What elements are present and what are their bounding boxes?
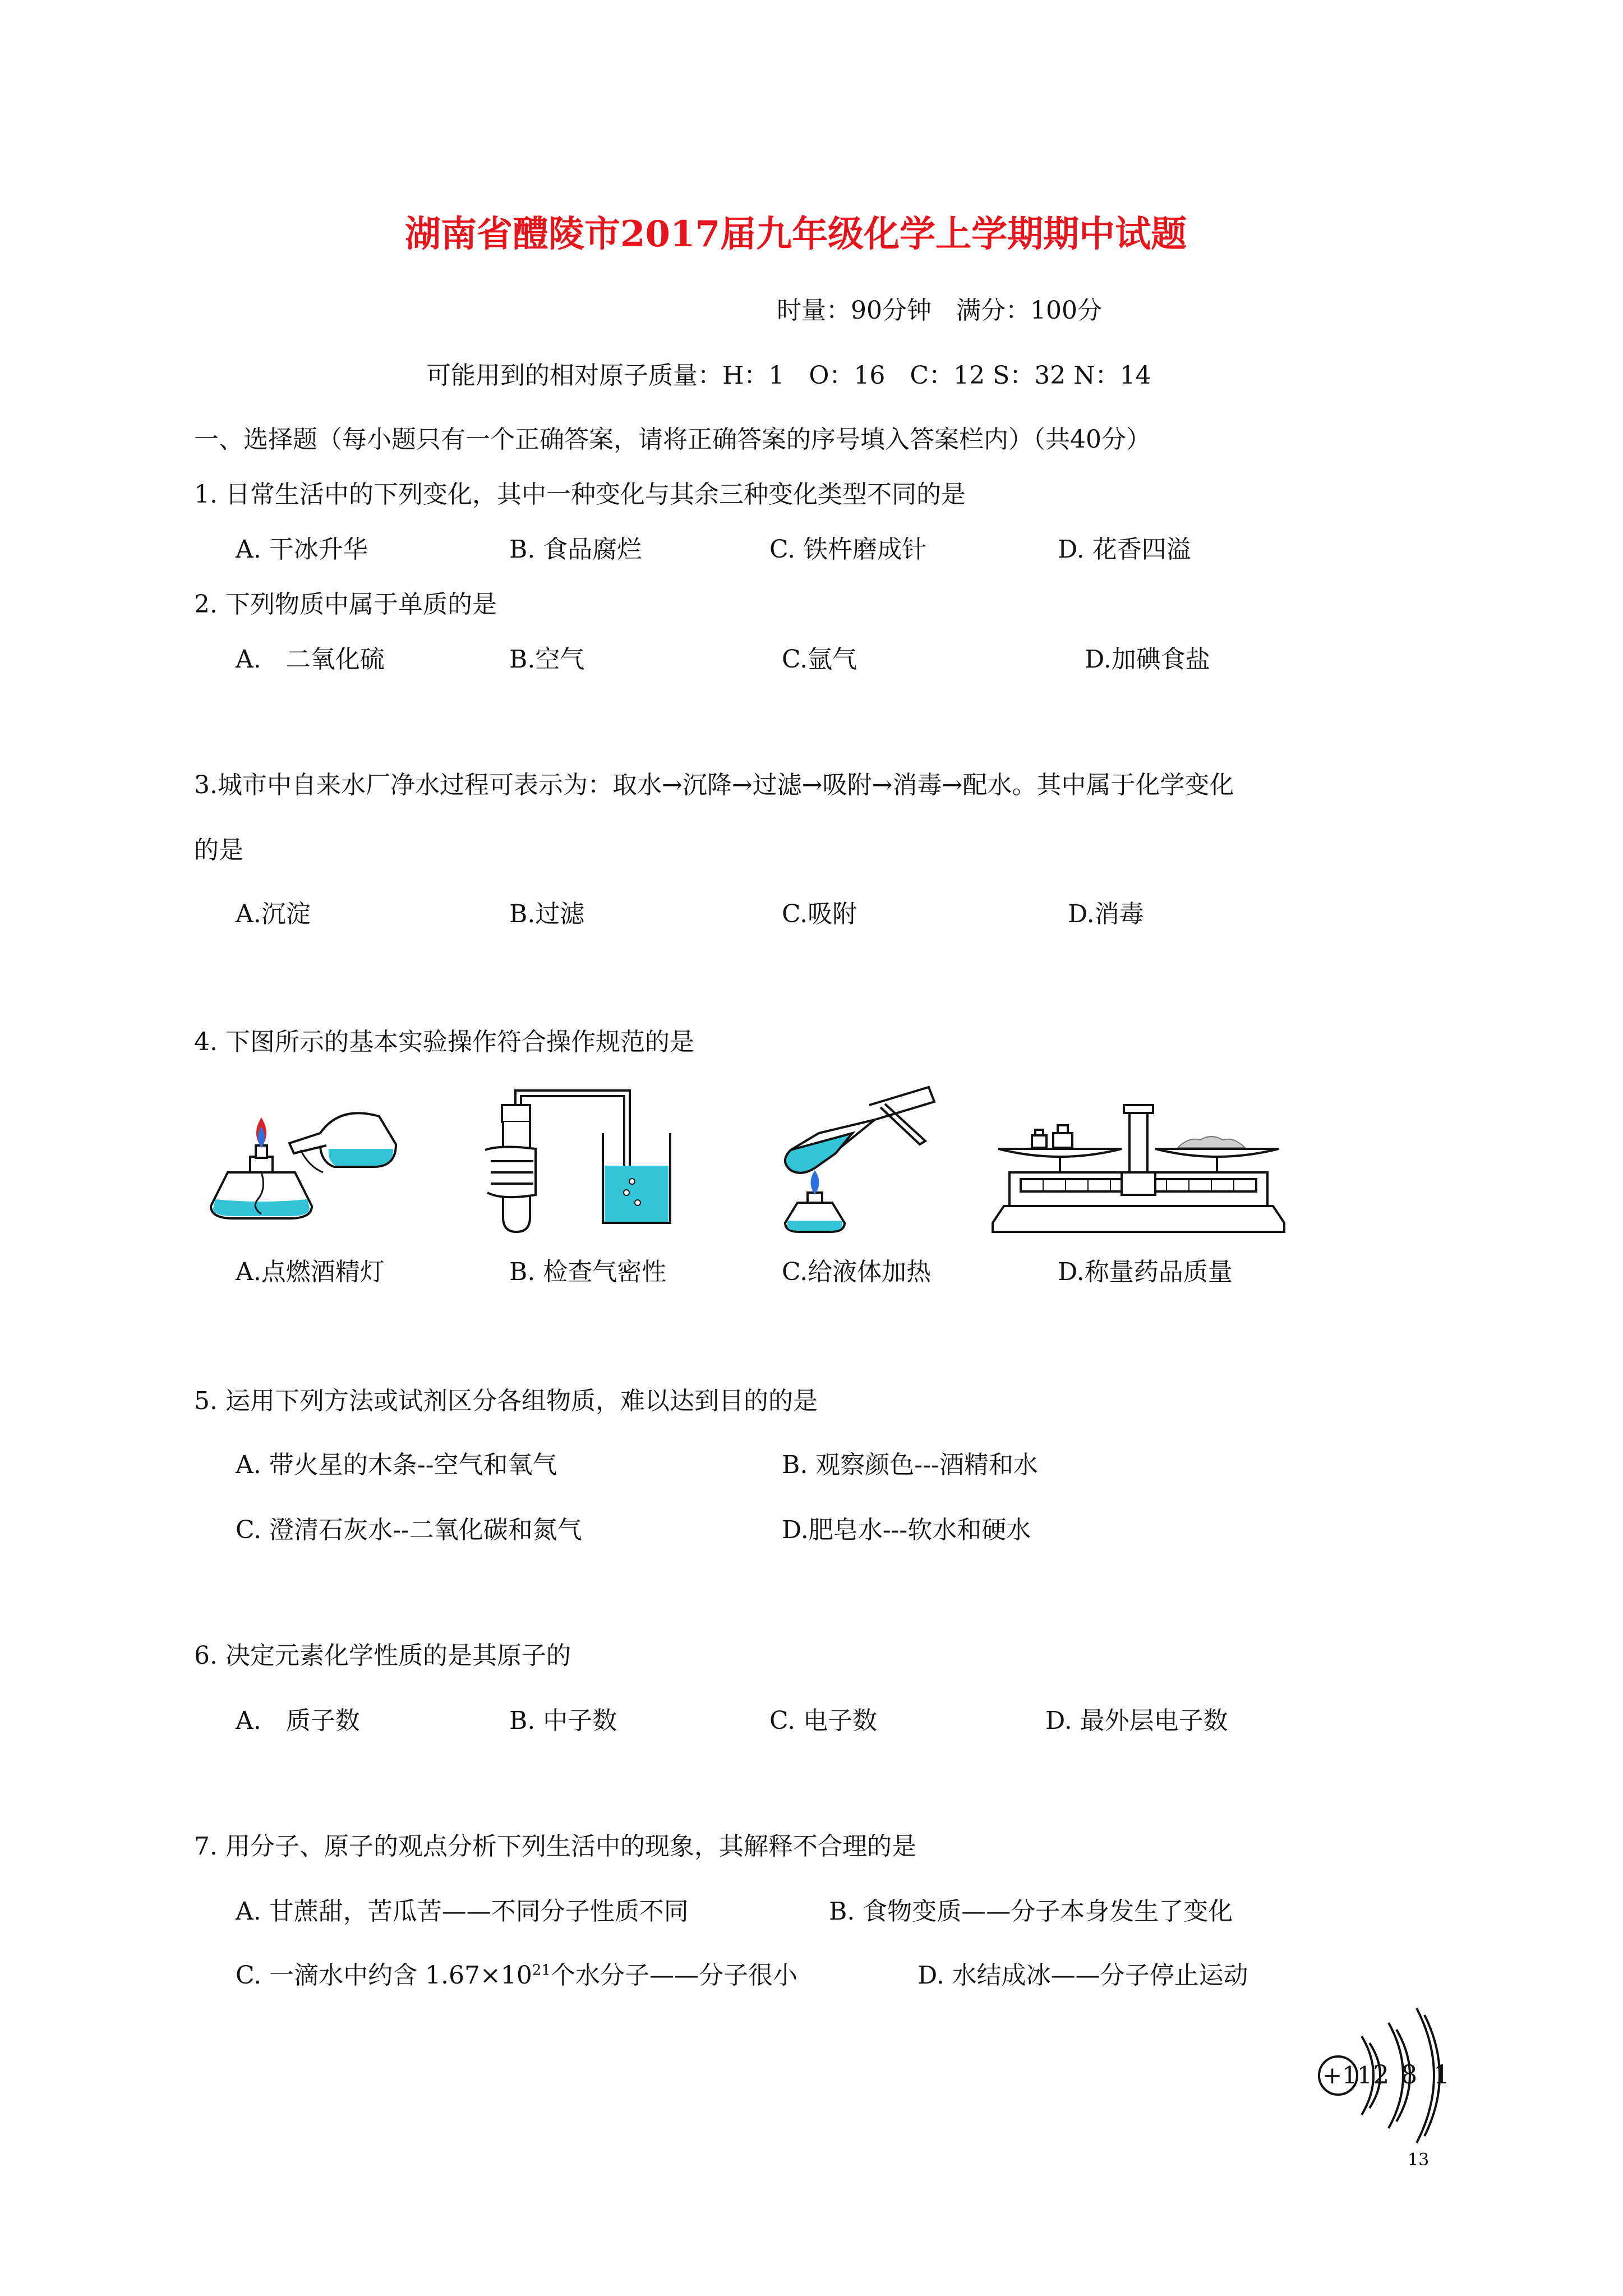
nucleus-charge: +11 — [1322, 2062, 1372, 2089]
question-5-option-d: D.肥皂水---软水和硬水 — [782, 1516, 1031, 1544]
question-5-option-b: B. 观察颜色---酒精和水 — [782, 1451, 1038, 1479]
question-2-option-a: A. 二氧化硫 — [236, 645, 385, 674]
question-6-stem: 6. 决定元素化学性质的是其原子的 — [194, 1641, 571, 1670]
question-4-stem: 4. 下图所示的基本实验操作符合操作规范的是 — [194, 1028, 694, 1056]
question-6-option-c: C. 电子数 — [769, 1706, 878, 1735]
shell-1-electrons: 2 — [1373, 2059, 1390, 2090]
page-title: 湖南省醴陵市2017届九年级化学上学期期中试题 — [405, 213, 1187, 255]
question-5-option-a: A. 带火星的木条--空气和氧气 — [236, 1451, 557, 1479]
question-4-option-a: A.点燃酒精灯 — [236, 1258, 385, 1286]
question-7-option-c-text: C. 一滴水中约含 1.67×10 — [236, 1961, 532, 1990]
question-7-option-c-text-end: 个水分子——分子很小 — [550, 1961, 797, 1990]
question-1-option-b: B. 食品腐烂 — [509, 535, 642, 564]
question-1-stem: 1. 日常生活中的下列变化，其中一种变化与其余三种变化类型不同的是 — [194, 480, 966, 509]
time-score-line: 时量：90分钟 满分：100分 — [777, 296, 1102, 325]
question-7-option-d: D. 水结成冰——分子停止运动 — [917, 1961, 1248, 1990]
question-7-option-c-exponent: 21 — [532, 1962, 551, 1979]
question-3-option-d: D.消毒 — [1068, 900, 1144, 928]
shell-3-electrons: 1 — [1433, 2059, 1450, 2090]
question-4-option-b: B. 检查气密性 — [509, 1258, 667, 1286]
question-3-option-a: A.沉淀 — [236, 900, 311, 928]
figure-b-airtightness-check — [479, 1083, 681, 1240]
question-2-option-c: C.氩气 — [782, 645, 857, 674]
question-5-stem: 5. 运用下列方法或试剂区分各组物质，难以达到目的的是 — [194, 1387, 818, 1415]
section-heading: 一、选择题（每小题只有一个正确答案，请将正确答案的序号填入答案栏内）（共40分） — [194, 425, 1151, 454]
question-6-option-a: A. 质子数 — [236, 1706, 360, 1735]
question-6-option-d: D. 最外层电子数 — [1045, 1706, 1228, 1735]
question-3-stem-line1: 3.城市中自来水厂净水过程可表示为：取水→沉降→过滤→吸附→消毒→配水。其中属于化学变化 — [194, 771, 1234, 799]
question-1-option-a: A. 干冰升华 — [236, 535, 368, 564]
question-2-stem: 2. 下列物质中属于单质的是 — [194, 590, 497, 619]
question-3-option-b: B.过滤 — [509, 900, 585, 928]
question-7-option-b: B. 食物变质——分子本身发生了变化 — [829, 1897, 1233, 1926]
question-2-option-d: D.加碘食盐 — [1085, 645, 1210, 674]
figure-d-balance — [987, 1088, 1290, 1240]
question-1-option-c: C. 铁杵磨成针 — [769, 535, 927, 564]
page-number-fragment: 13 — [1408, 2150, 1430, 2170]
atomic-mass-line: 可能用到的相对原子质量：H：1 O：16 C：12 S：32 N：14 — [426, 361, 1151, 390]
question-1-option-d: D. 花香四溢 — [1058, 535, 1191, 564]
atom-structure-diagram — [1307, 2003, 1453, 2148]
question-6-option-b: B. 中子数 — [509, 1706, 617, 1735]
question-7-stem: 7. 用分子、原子的观点分析下列生活中的现象，其解释不合理的是 — [194, 1832, 916, 1861]
question-4-option-d: D.称量药品质量 — [1058, 1258, 1233, 1286]
question-7-option-c — [236, 1960, 797, 1991]
question-4-option-c: C.给液体加热 — [782, 1258, 932, 1286]
question-5-option-c: C. 澄清石灰水--二氧化碳和氮气 — [236, 1516, 582, 1544]
question-3-option-c: C.吸附 — [782, 900, 857, 928]
shell-2-electrons: 8 — [1401, 2059, 1418, 2090]
question-2-option-b: B.空气 — [509, 645, 585, 674]
figure-c-heating-liquid — [768, 1083, 953, 1240]
figure-a-lamp-lighting — [194, 1094, 407, 1234]
question-7-option-a: A. 甘蔗甜，苦瓜苦——不同分子性质不同 — [236, 1897, 689, 1926]
question-3-stem-line2: 的是 — [194, 836, 243, 864]
